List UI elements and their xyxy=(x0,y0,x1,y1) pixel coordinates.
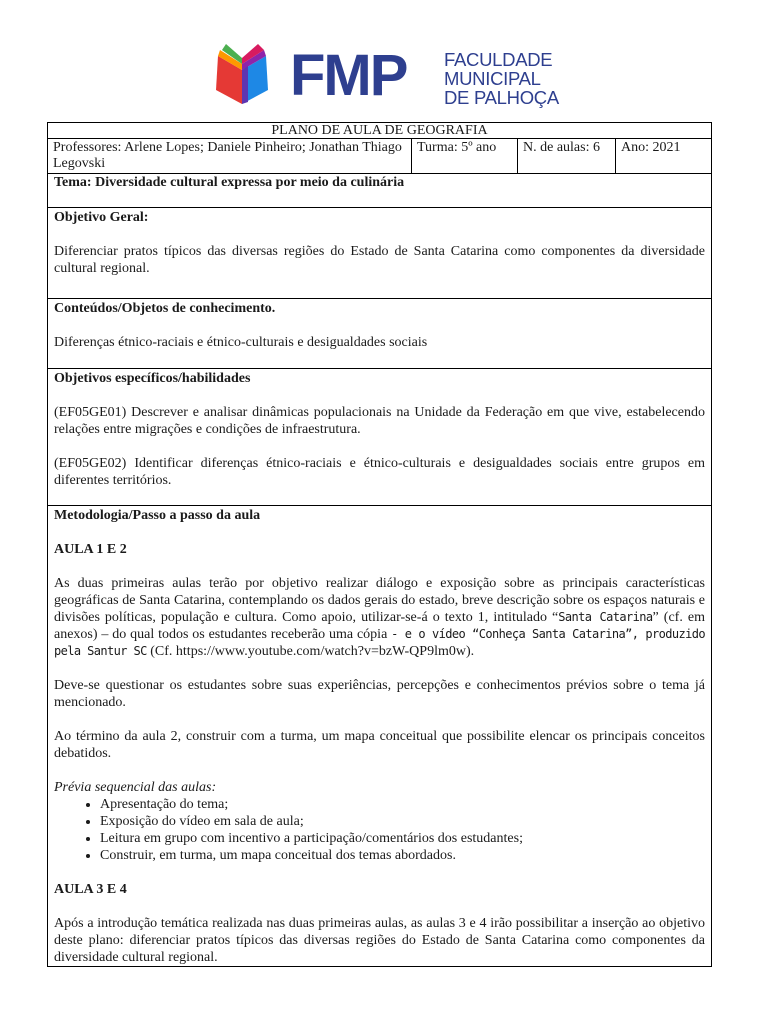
contents-section xyxy=(48,299,711,369)
contents-text: Diferenças étnico-raciais e étnico-culturais e desigualdades sociais xyxy=(54,335,428,350)
specific-objective-2: (EF05GE02) Identificar diferenças étnico-raciais e étnico-culturais e desigualdades sociais entre grupos em diferentes territórios. xyxy=(54,456,705,488)
general-objective-text: Diferenciar pratos típicos das diversas regiões do Estado de Santa Catarina como componentes da diversidade cultural regional. xyxy=(54,244,705,276)
aula-3-4-heading: AULA 3 E 4 xyxy=(54,882,127,897)
methodology-section xyxy=(48,506,711,966)
aula-1-2-paragraph-1: As duas primeiras aulas terão por objetivo realizar diálogo e exposição sobre as principais características geográficas de Santa Catarina, contemplando os dados gerais do estado, breve descrição sobre os espaços naturais e divisões políticas, população e cultura. Como apoio, utilizar-se-á o texto 1, intitulado “Santa Catarina” (cf. em anexos) – do qual todos os estudantes receberão uma cópia - e o vídeo “Conheça Santa Catarina”, produzido pela Santur SC (Cf. https://www.youtube.com/watch?v=bzW-QP9lm0w). xyxy=(54,576,706,659)
lesson-plan-table xyxy=(47,122,712,967)
year-cell: Ano: 2021 xyxy=(621,140,681,155)
lessons-count-cell: N. de aulas: 6 xyxy=(518,139,616,173)
methodology-heading: Metodologia/Passo a passo da aula xyxy=(54,508,261,523)
list-item: • Leitura em grupo com incentivo a participação/comentários dos estudantes; xyxy=(100,830,705,847)
aula-1-2-paragraph-3: Ao término da aula 2, construir com a turma, um mapa conceitual que possibilite elencar os principais conceitos debatidos. xyxy=(54,729,705,761)
teachers-cell: Professores: Arlene Lopes; Daniele Pinheiro; Jonathan Thiago Legovski xyxy=(48,139,412,173)
theme: Tema: Diversidade cultural expressa por meio da culinária xyxy=(48,174,711,208)
preview-list xyxy=(54,796,705,864)
aula-1-2-heading: AULA 1 E 2 xyxy=(54,542,127,557)
logo-abbreviation: FMP xyxy=(290,43,407,108)
preview-heading: Prévia sequencial das aulas: xyxy=(54,780,217,795)
general-objective-heading: Objetivo Geral: xyxy=(54,210,149,225)
book-logo-icon xyxy=(212,42,288,108)
specific-objectives-heading: Objetivos específicos/habilidades xyxy=(54,371,251,386)
specific-objective-1: (EF05GE01) Descrever e analisar dinâmicas populacionais na Unidade da Federação em que vive, estabelecendo relações entre migrações e condições de infraestrutura. xyxy=(54,405,705,437)
logo-institution-name: FACULDADE MUNICIPAL DE PALHOÇA xyxy=(444,49,559,108)
institution-logo xyxy=(212,42,557,108)
aula-3-4-paragraph-1: Após a introdução temática realizada nas duas primeiras aulas, as aulas 3 e 4 irão possibilitar a inserção ao objetivo deste plano: diferenciar pratos típicos das diversas regiões do Estado de Santa Catarina como componentes da diversidade cultural regional. xyxy=(54,916,705,965)
info-row xyxy=(48,139,711,174)
plan-title: PLANO DE AULA DE GEOGRAFIA xyxy=(48,123,711,139)
list-item: • Construir, em turma, um mapa conceitual dos temas abordados. xyxy=(100,847,705,864)
general-objective-section xyxy=(48,208,711,299)
list-item: • Exposição do vídeo em sala de aula; xyxy=(100,813,705,830)
aula-1-2-paragraph-2: Deve-se questionar os estudantes sobre suas experiências, percepções e conhecimentos prévios sobre o tema já mencionado. xyxy=(54,678,705,710)
contents-heading: Conteúdos/Objetos de conhecimento. xyxy=(54,301,276,316)
specific-objectives-section xyxy=(48,369,711,506)
class-cell: Turma: 5º ano xyxy=(412,139,518,173)
list-item: • Apresentação do tema; xyxy=(100,796,705,813)
